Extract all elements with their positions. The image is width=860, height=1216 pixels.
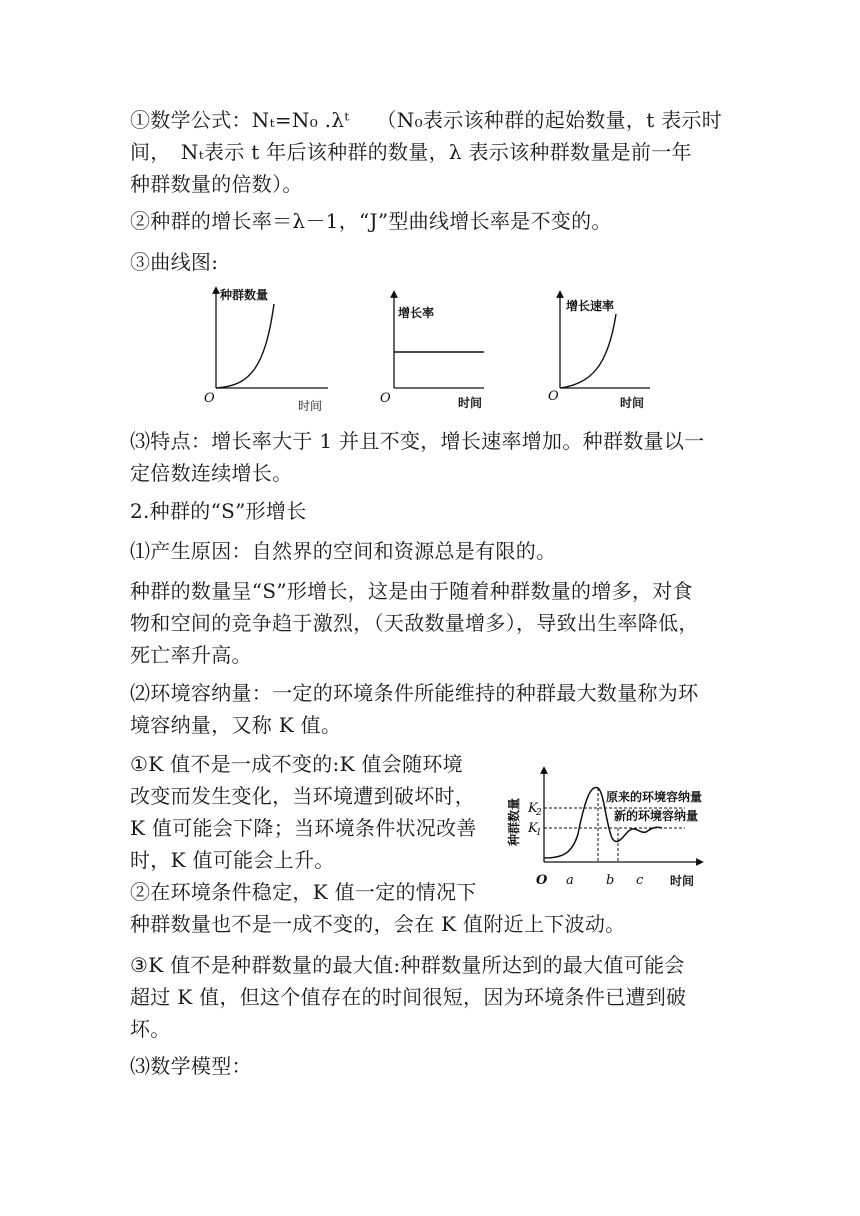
text-line: ①数学公式：Nₜ=N₀ .λᵗ （N₀表示该种群的起始数量，t 表示时 — [130, 108, 723, 132]
k2-subscript: 2 — [536, 808, 542, 818]
y-axis-label: 种群数量 — [507, 797, 521, 846]
text-line: ⑵环境容纳量：一定的环境条件所能维持的种群最大数量称为环 — [130, 681, 699, 705]
text-line: 死亡率升高。 — [130, 643, 252, 667]
text-line: K 值可能会下降；当环境条件状况改善 — [130, 816, 477, 840]
origin-label: O — [548, 389, 559, 404]
k1-subscript: 1 — [536, 828, 542, 838]
j-curve — [216, 304, 274, 388]
tick-a-label: a — [566, 873, 574, 888]
y-axis-label: 增长速率 — [566, 299, 615, 313]
text-line: 物和空间的竞争趋于激烈，（天敌数量增多），导致出生率降低， — [130, 611, 699, 635]
j-curve-population-graph — [200, 286, 335, 412]
text-line: 改变而发生变化，当环境遭到破坏时， — [130, 784, 476, 808]
text-line: ⑴产生原因：自然界的空间和资源总是有限的。 — [130, 539, 557, 563]
text-line: 定倍数连续增长。 — [130, 461, 293, 485]
new-capacity-label: 新的环境容纳量 — [614, 809, 699, 823]
text-line: ③K 值不是种群数量的最大值:种群数量所达到的最大值可能会 — [130, 953, 685, 977]
tick-c-label: c — [636, 873, 644, 888]
text-line: ②在环境条件稳定，K 值一定的情况下 — [130, 880, 477, 904]
k2-label: K — [528, 801, 538, 816]
text-line: 境容纳量，又称 K 值。 — [130, 713, 342, 737]
x-axis-label: 时间 — [458, 396, 483, 410]
text-line: 时，K 值可能会上升。 — [130, 848, 335, 872]
text-line: 超过 K 值，但这个值存在的时间很短，因为环境条件已遭到破 — [130, 985, 687, 1009]
text-line: 种群的数量呈“S”形增长，这是由于随着种群数量的增多，对食 — [130, 579, 693, 603]
original-capacity-label: 原来的环境容纳量 — [606, 790, 703, 804]
origin-label: O — [380, 391, 391, 406]
k1-label: K — [528, 821, 538, 836]
text-line: 坏。 — [130, 1017, 171, 1041]
text-line: 种群数量的倍数）。 — [130, 172, 303, 196]
y-axis-label: 增长率 — [398, 306, 435, 320]
carrying-capacity-graph — [500, 764, 740, 892]
text-line: ②种群的增长率＝λ－1，“J”型曲线增长率是不变的。 — [130, 209, 612, 233]
origin-label: O — [204, 391, 215, 406]
growth-speed-graph — [546, 290, 666, 412]
text-line: 种群数量也不是一成不变的，会在 K 值附近上下波动。 — [130, 912, 626, 936]
growth-speed-curve — [560, 314, 616, 388]
growth-rate-graph — [376, 290, 498, 412]
y-axis-label: 种群数量 — [220, 288, 269, 302]
text-line: 间， Nₜ表示 t 年后该种群的数量，λ 表示该种群数量是前一年 — [130, 140, 692, 164]
x-axis-label: 时间 — [298, 399, 323, 413]
tick-b-label: b — [606, 873, 615, 888]
text-line: ⑶数学模型： — [130, 1054, 252, 1078]
text-line: ③曲线图: — [130, 250, 219, 274]
origin-label: O — [536, 873, 548, 888]
section-heading: 2.种群的“S”形增长 — [130, 499, 307, 523]
text-line: ⑶特点：增长率大于 1 并且不变，增长速率增加。种群数量以一 — [130, 429, 705, 453]
x-axis-label: 时间 — [670, 874, 695, 888]
x-axis-label: 时间 — [620, 396, 645, 410]
text-line: ①K 值不是一成不变的:K 值会随环境 — [130, 752, 463, 776]
